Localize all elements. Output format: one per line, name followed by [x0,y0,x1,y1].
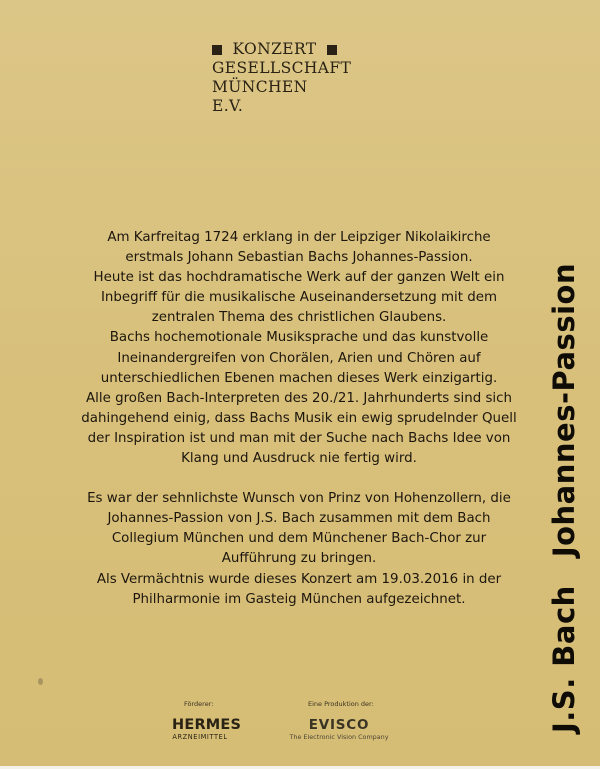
print-speck [38,678,43,685]
square-bullet-icon [327,45,337,55]
logo-text-gesellschaft: GESELLSCHAFT [212,59,352,77]
text-line: Alle großen Bach-Interpreten des 20./21. Jahrhunderts sind sich [85,390,512,406]
work-title: Johannes-Passion [547,262,581,558]
text-line: Inbegriff für die musikalische Auseinandersetzung mit dem [100,290,498,306]
evisco-subtitle: The Electronic Vision Company [289,733,389,741]
text-line: Es war der sehnlichste Wunsch von Prinz von Hohenzollern, die [87,491,511,507]
text-line: dahingehend einig, dass Bachs Musik ein ewig sprudelnder Quell [81,410,517,426]
logo-text-muenchen: MÜNCHEN E.V. [212,78,308,115]
text-line: Philharmonie im Gasteig München aufgezeichnet. [132,591,466,607]
text-line: Am Karfreitag 1724 erklang in der Leipziger Nikolaikirche [107,230,491,245]
evisco-name: EVISCO [308,717,370,733]
text-line: Ineinandergreifen von Chorälen, Arien und Chören auf [117,350,481,366]
logo-text-konzert: KONZERT [232,40,317,58]
text-line: Bachs hochemotionale Musiksprache und das kunstvolle [109,330,489,346]
text-line: erstmals Johann Sebastian Bachs Johannes-Passion. [125,250,473,266]
production-label: Eine Produktion der: [308,700,374,708]
sponsor-label: Förderer: [184,700,214,708]
text-line: Heute ist das hochdramatische Werk auf der ganzen Welt ein [93,270,505,286]
spine-title [547,263,581,733]
text-line: unterschiedlichen Ebenen machen dieses Werk einzigartig. [100,370,498,386]
paragraph-history [60,228,538,469]
composer-name: J.S. Bach [547,585,581,733]
text-line: Collegium München und dem Münchener Bach-Chor zur [111,531,487,547]
text-line: Johannes-Passion von J.S. Bach zusammen mit dem Bach [107,511,491,527]
logo-first-line [212,40,337,59]
hermes-subtitle: ARZNEIMITTEL [172,733,228,741]
paragraph-recording [60,489,538,610]
text-line: Aufführung zu bringen. [221,551,377,567]
square-bullet-icon [212,45,222,55]
hermes-name: HERMES [172,717,242,733]
text-line: Als Vermächtnis wurde dieses Konzert am 19.03.2016 in der [96,571,502,587]
konzertgesellschaft-logo [212,40,352,116]
description-text [60,228,538,610]
text-line: zentralen Thema des christlichen Glaubens. [151,310,447,326]
text-line: der Inspiration ist und man mit der Suche nach Bachs Idee von [87,430,511,446]
evisco-logo [284,718,394,742]
hermes-logo [172,717,242,741]
text-line: Klang und Ausdruck nie fertig wird. [181,451,417,467]
